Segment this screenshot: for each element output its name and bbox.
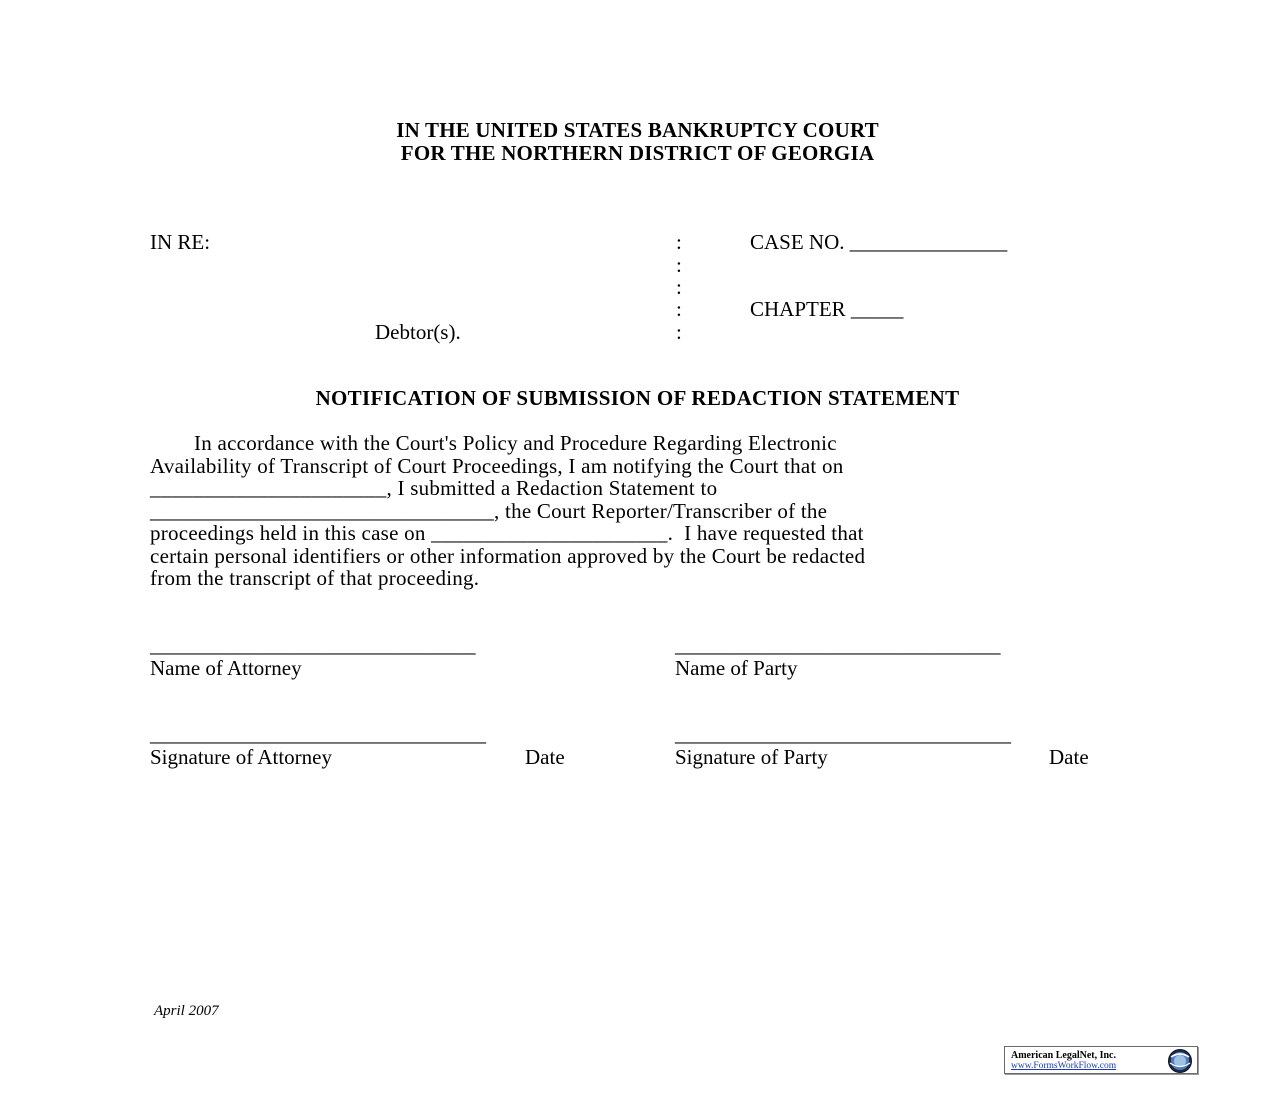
caption-colon: : bbox=[676, 297, 682, 321]
court-name-line: IN THE UNITED STATES BANKRUPTCY COURT bbox=[396, 118, 879, 142]
logo-url-link[interactable]: www.FormsWorkFlow.com bbox=[1011, 1061, 1117, 1071]
caption-colon: : bbox=[676, 275, 682, 299]
notification-paragraph bbox=[150, 432, 1140, 590]
paragraph-line: In accordance with the Court's Policy and Procedure Regarding Electronic bbox=[150, 431, 837, 455]
court-district-line: FOR THE NORTHERN DISTRICT OF GEORGIA bbox=[400, 141, 875, 165]
paragraph-line: ______________________, I submitted a Redaction Statement to bbox=[150, 476, 718, 500]
party-date-label: Date bbox=[1049, 745, 1089, 769]
party-name-label: Name of Party bbox=[675, 656, 798, 680]
caption-colon: : bbox=[676, 320, 682, 344]
attorney-signature-line: ________________________________ bbox=[150, 722, 486, 746]
attorney-date-label: Date bbox=[525, 745, 565, 769]
party-name-line: _______________________________ bbox=[675, 633, 1001, 657]
attorney-name-line: _______________________________ bbox=[150, 633, 476, 657]
paragraph-line: certain personal identifiers or other information approved by the Court be redacted bbox=[150, 543, 866, 568]
case-number-field: CASE NO. _______________ bbox=[750, 230, 1008, 254]
caption-colon: : bbox=[676, 230, 682, 254]
chapter-field: CHAPTER _____ bbox=[750, 297, 904, 321]
paragraph-line: from the transcript of that proceeding. bbox=[150, 566, 480, 590]
logo-company-name: American LegalNet, Inc. bbox=[1011, 1050, 1116, 1061]
party-signature-line: ________________________________ bbox=[675, 722, 1011, 746]
attorney-name-label: Name of Attorney bbox=[150, 656, 302, 680]
attorney-signature-label: Signature of Attorney bbox=[150, 745, 332, 769]
paragraph-line: proceedings held in this case on ______________________. I have requested that bbox=[150, 521, 864, 545]
legalnet-logo[interactable] bbox=[1004, 1046, 1198, 1074]
caption-colon: : bbox=[676, 253, 682, 277]
globe-icon bbox=[1167, 1048, 1193, 1074]
party-signature-label: Signature of Party bbox=[675, 745, 828, 769]
in-re-label: IN RE: bbox=[150, 230, 211, 254]
debtor-label: Debtor(s). bbox=[375, 320, 461, 344]
paragraph-line: Availability of Transcript of Court Proceedings, I am notifying the Court that on bbox=[150, 453, 844, 478]
paragraph-line: ________________________________, the Court Reporter/Transcriber of the bbox=[150, 498, 828, 523]
form-revision-date: April 2007 bbox=[154, 1003, 219, 1019]
form-title: NOTIFICATION OF SUBMISSION OF REDACTION STATEMENT bbox=[315, 386, 960, 410]
